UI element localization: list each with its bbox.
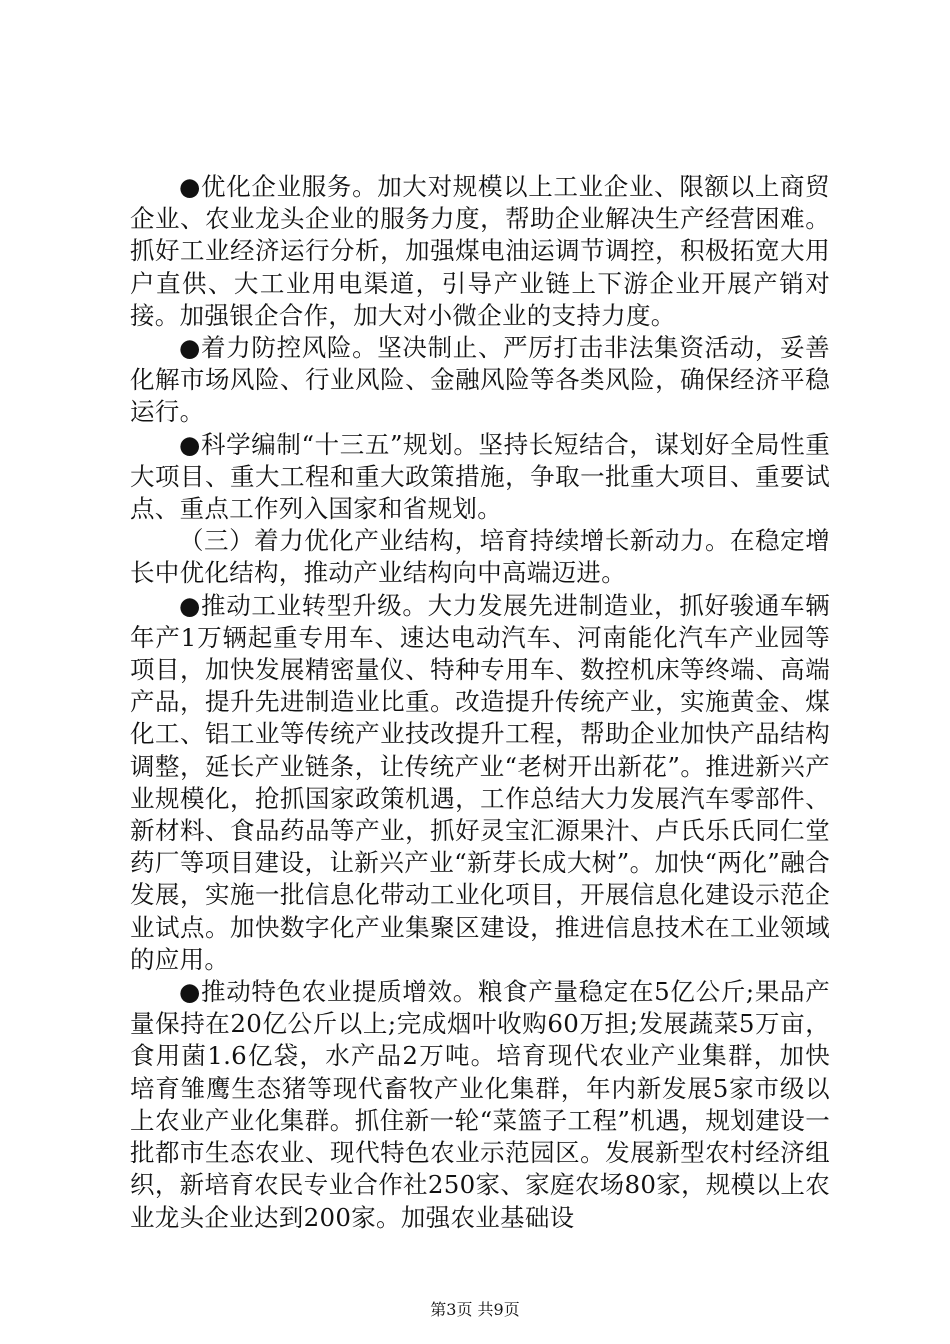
- paragraph-optimize-enterprise-service: ●优化企业服务。加大对规模以上工业企业、限额以上商贸企业、农业龙头企业的服务力度，帮助企业解决生产经营困难。抓好工业经济运行分析，加强煤电油运调节调控，积极拓宽大用户直供、大工业用电渠道，引导产业链上下游企业开展产销对接。加强银企合作，加大对小微企业的支持力度。: [130, 172, 830, 330]
- paragraph-risk-control: ●着力防控风险。坚决制止、严厉打击非法集资活动，妥善化解市场风险、行业风险、金融风险等各类风险，确保经济平稳运行。: [130, 333, 830, 427]
- paragraph-agriculture: ●推动特色农业提质增效。粮食产量稳定在5亿公斤;果品产量保持在20亿公斤以上;完成烟叶收购60万担;发展蔬菜5万亩，食用菌1.6亿袋，水产品2万吨。培育现代农业产业集群，加快培育雏鹰生态猪等现代畜牧产业化集群，年内新发展5家市级以上农业产业化集群。抓住新一轮“菜篮子工程”机遇，规划建设一批都市生态农业、现代特色农业示范园区。发展新型农村经济组织，新培育农民专业合作社250家、家庭农场80家，规模以上农业龙头企业达到200家。加强农业基础设: [130, 977, 830, 1232]
- paragraph-industrial-upgrade: ●推动工业转型升级。大力发展先进制造业，抓好骏通车辆年产1万辆起重专用车、速达电动汽车、河南能化汽车产业园等项目，加快发展精密量仪、特种专用车、数控机床等终端、高端产品，提升先进制造业比重。改造提升传统产业，实施黄金、煤化工、铝工业等传统产业技改提升工程，帮助企业加快产品结构调整，延长产业链条，让传统产业“老树开出新花”。推进新兴产业规模化，抢抓国家政策机遇，工作总结大力发展汽车零部件、新材料、食品药品等产业，抓好灵宝汇源果汁、卢氏乐氏同仁堂药厂等项目建设，让新兴产业“新芽长成大树”。加快“两化”融合发展，实施一批信息化带动工业化项目，开展信息化建设示范企业试点。加快数字化产业集聚区建设，推进信息技术在工业领域的应用。: [130, 590, 831, 974]
- paragraph-section-three-heading: （三）着力优化产业结构，培育持续增长新动力。在稳定增长中优化结构，推动产业结构向中高端迈进。: [130, 526, 830, 588]
- page-footer: 第3页 共9页: [430, 1300, 520, 1319]
- paragraph-five-year-plan: ●科学编制“十三五”规划。坚持长短结合，谋划好全局性重大项目、重大工程和重大政策措施，争取一批重大项目、重要试点、重点工作列入国家和省规划。: [130, 429, 830, 524]
- body-text: [130, 171, 830, 1234]
